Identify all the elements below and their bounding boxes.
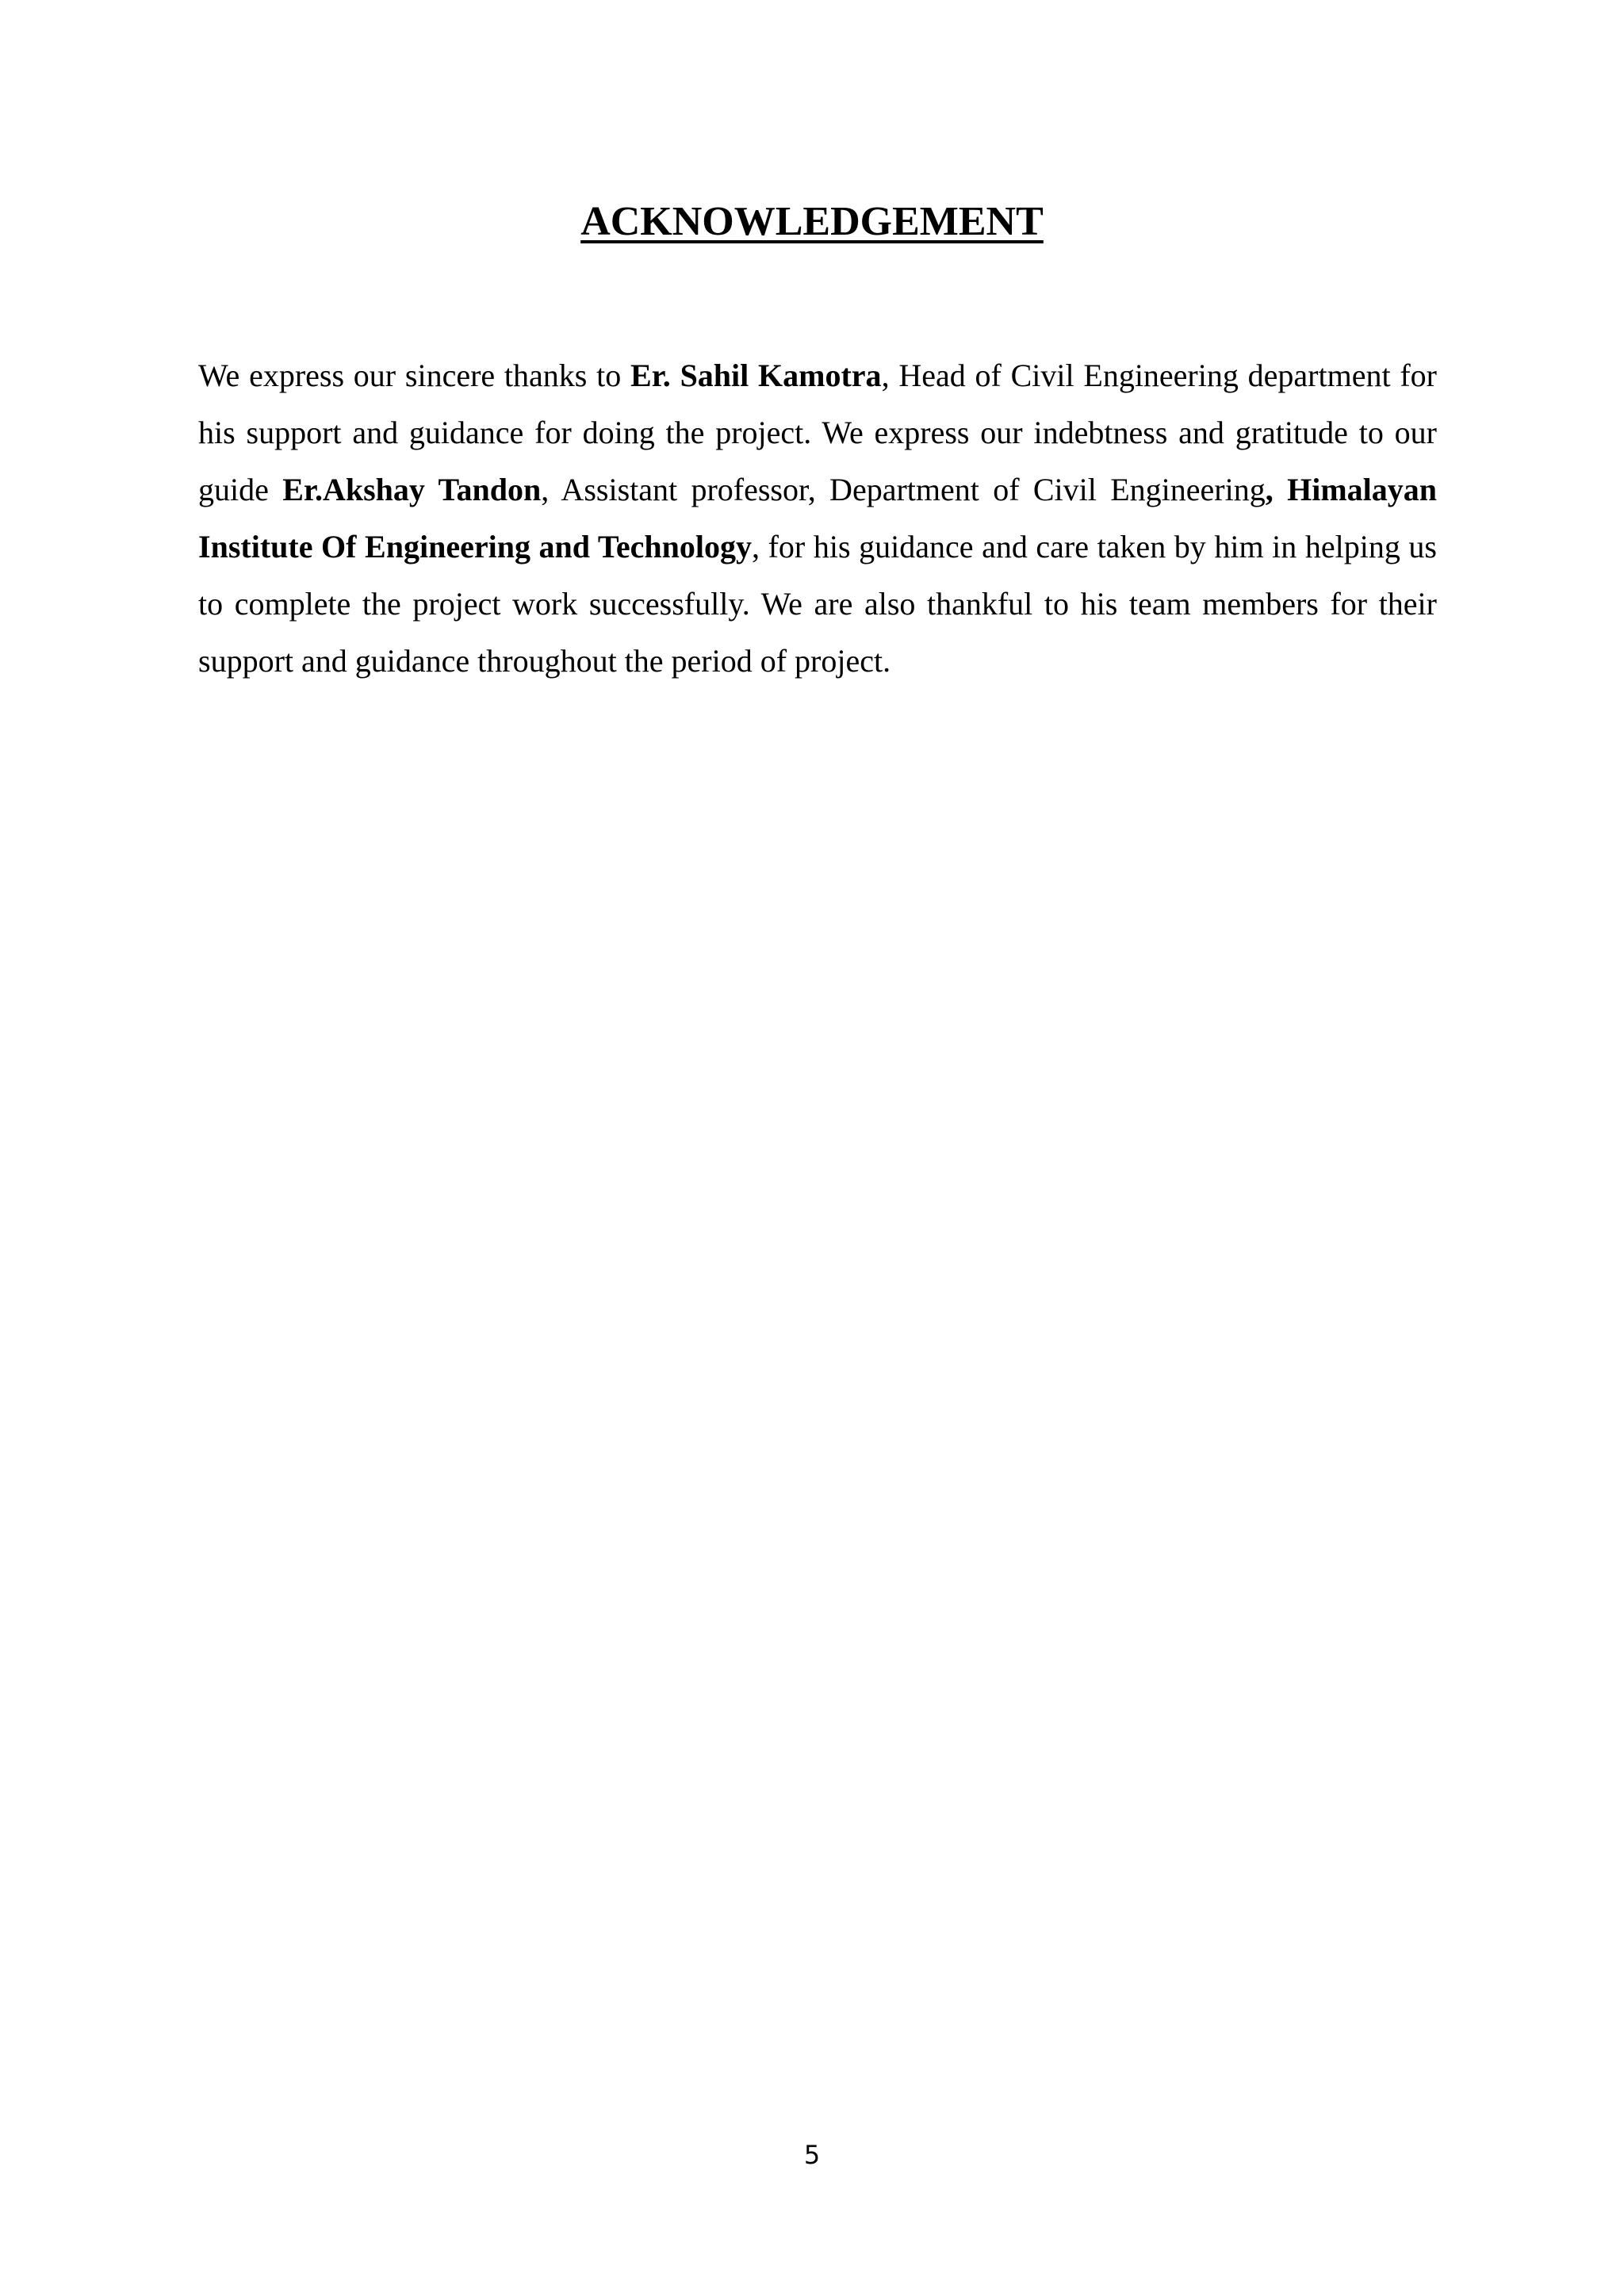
institute-name: Himalayan Institute Of Engineering and Technology — [198, 472, 1438, 564]
page-title: ACKNOWLEDGEMENT — [580, 199, 1044, 244]
hod-name: Er. Sahil Kamotra — [630, 358, 882, 393]
page-number: 5 — [803, 2140, 821, 2170]
guide-name: Er.Akshay Tandon — [282, 472, 542, 507]
text-segment: , for his guidance and care taken by him in helping us to complete the project work successfully. We are also thankful to his team members for their support and guidance throughout the period of project. — [198, 529, 1437, 679]
text-segment: , Assistant professor, Department of Civil Engineering — [541, 472, 1266, 507]
text-segment: , Head of Civil Engineering department for his support and guidance for doing the project. We express our indebtness and gratitude to our guide — [198, 358, 1437, 507]
text-segment — [1274, 472, 1287, 507]
bold-comma: , — [1265, 472, 1274, 507]
acknowledgement-paragraph — [198, 347, 1437, 690]
text-segment: We express our sincere thanks to — [198, 358, 631, 393]
